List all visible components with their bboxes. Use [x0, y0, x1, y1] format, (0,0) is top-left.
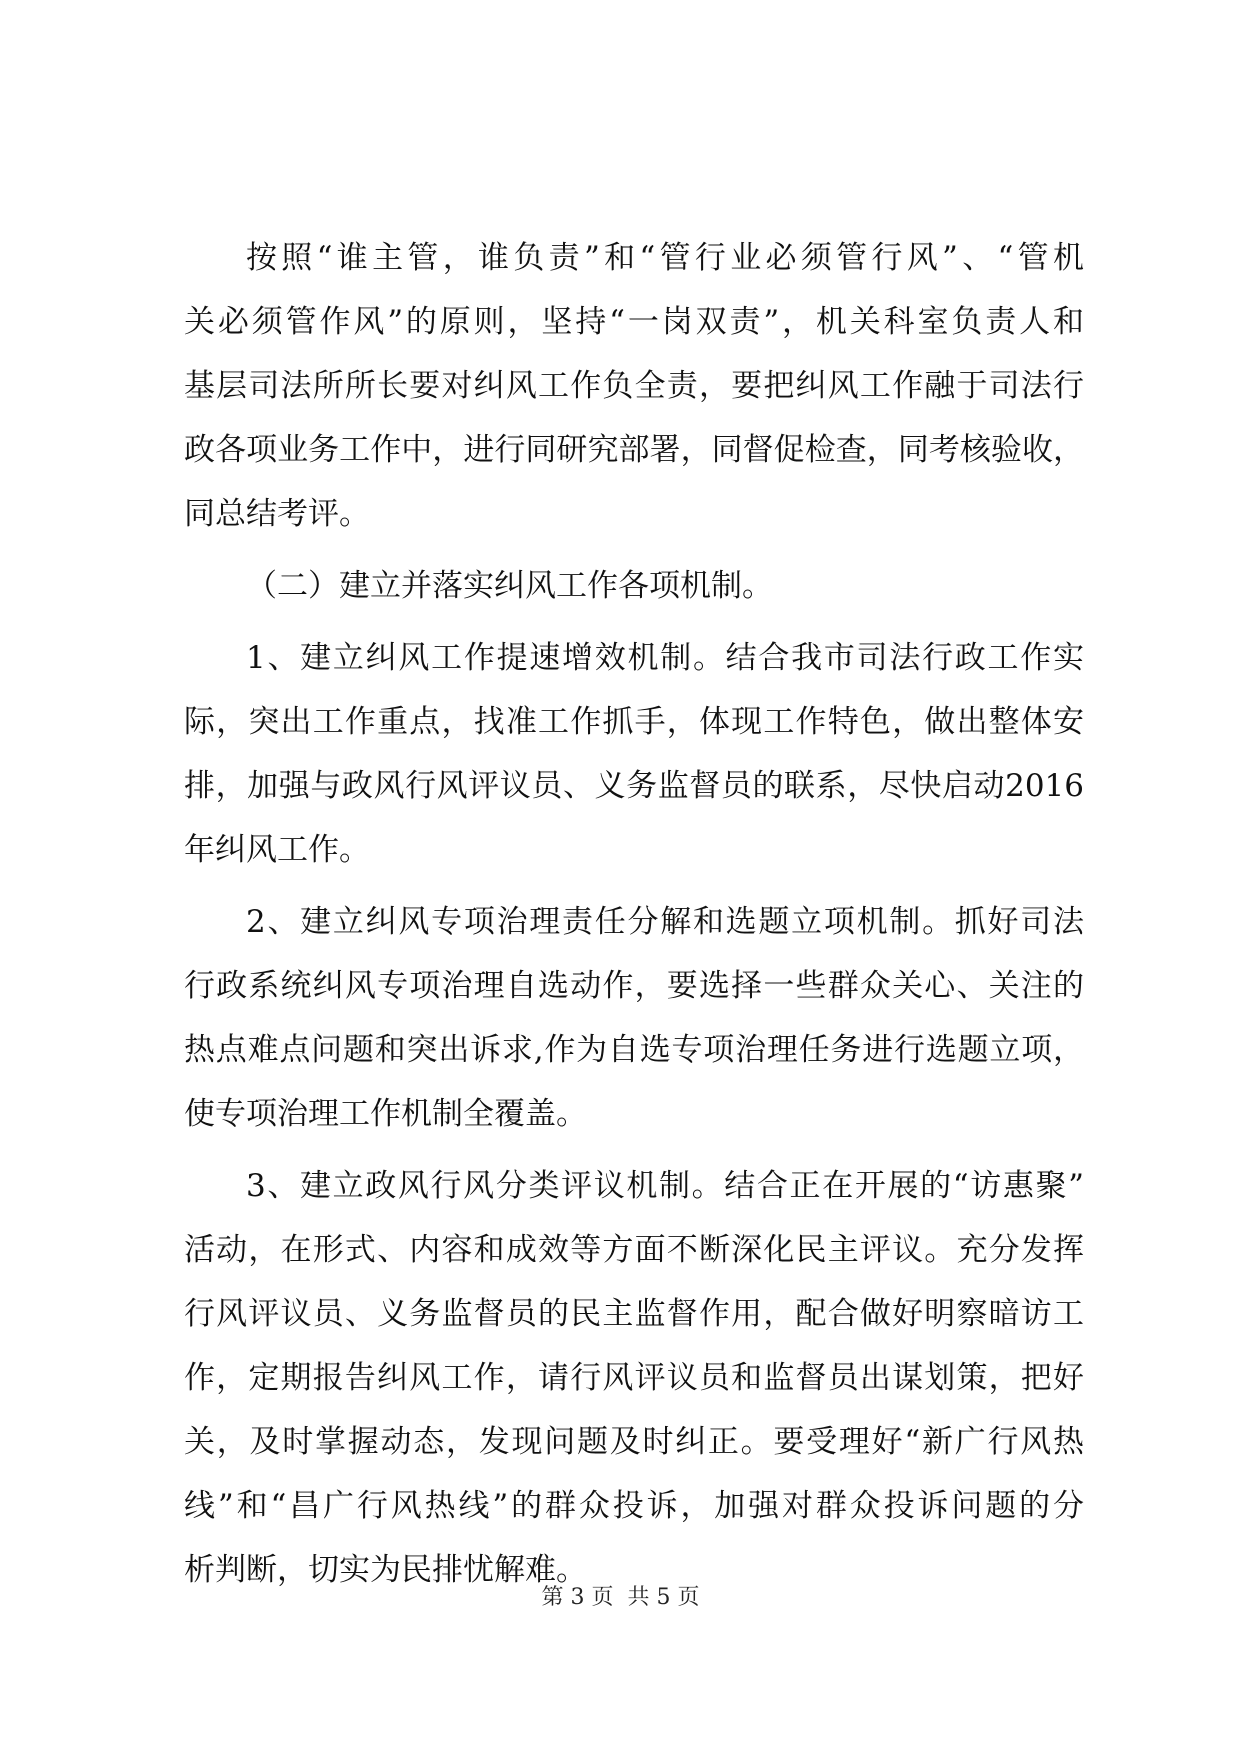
paragraph-line: 2、建立纠风专项治理责任分解和选题立项机制。抓好司法	[246, 904, 1084, 940]
paragraph-line: 按照“谁主管，谁负责”和“管行业必须管行风”、“管机	[246, 240, 1084, 276]
paragraph-line: 同总结考评。	[184, 496, 370, 532]
paragraph-line: 活动，在形式、内容和成效等方面不断深化民主评议。充分发挥	[184, 1232, 1084, 1268]
paragraph-line: 线”和“昌广行风热线”的群众投诉，加强对群众投诉问题的分	[184, 1488, 1084, 1524]
paragraph-line: 关，及时掌握动态，发现问题及时纠正。要受理好“新广行风热	[184, 1424, 1084, 1460]
paragraph-line: 行政系统纠风专项治理自选动作，要选择一些群众关心、关注的	[184, 968, 1084, 1004]
paragraph-line: 3、建立政风行风分类评议机制。结合正在开展的“访惠聚”	[246, 1168, 1084, 1204]
paragraph-line: 排，加强与政风行风评议员、义务监督员的联系，尽快启动2016	[184, 768, 1084, 804]
paragraph-line: 1、建立纠风工作提速增效机制。结合我市司法行政工作实	[246, 640, 1084, 676]
section-subheading: （二）建立并落实纠风工作各项机制。	[246, 568, 773, 604]
paragraph-line: 年纠风工作。	[184, 832, 370, 868]
paragraph-line: 使专项治理工作机制全覆盖。	[184, 1096, 587, 1132]
paragraph-line: 际，突出工作重点，找准工作抓手，体现工作特色，做出整体安	[184, 704, 1084, 740]
paragraph-line: 行风评议员、义务监督员的民主监督作用，配合做好明察暗访工	[184, 1296, 1084, 1332]
page-footer	[0, 1580, 1241, 1611]
paragraph-line: 基层司法所所长要对纠风工作负全责，要把纠风工作融于司法行	[184, 368, 1084, 404]
page-number-text: 第 3 页 共 5 页	[541, 1585, 700, 1610]
body-text	[184, 226, 1084, 1602]
paragraph-line: 作，定期报告纠风工作，请行风评议员和监督员出谋划策，把好	[184, 1360, 1084, 1396]
paragraph-line: 析判断，切实为民排忧解难。	[184, 1552, 587, 1588]
paragraph-line: 政各项业务工作中，进行同研究部署，同督促检查，同考核验收，	[184, 432, 1084, 468]
paragraph-line: 热点难点问题和突出诉求,作为自选专项治理任务进行选题立项，	[184, 1032, 1084, 1068]
paragraph-line: 关必须管作风”的原则，坚持“一岗双责”，机关科室负责人和	[184, 304, 1084, 340]
